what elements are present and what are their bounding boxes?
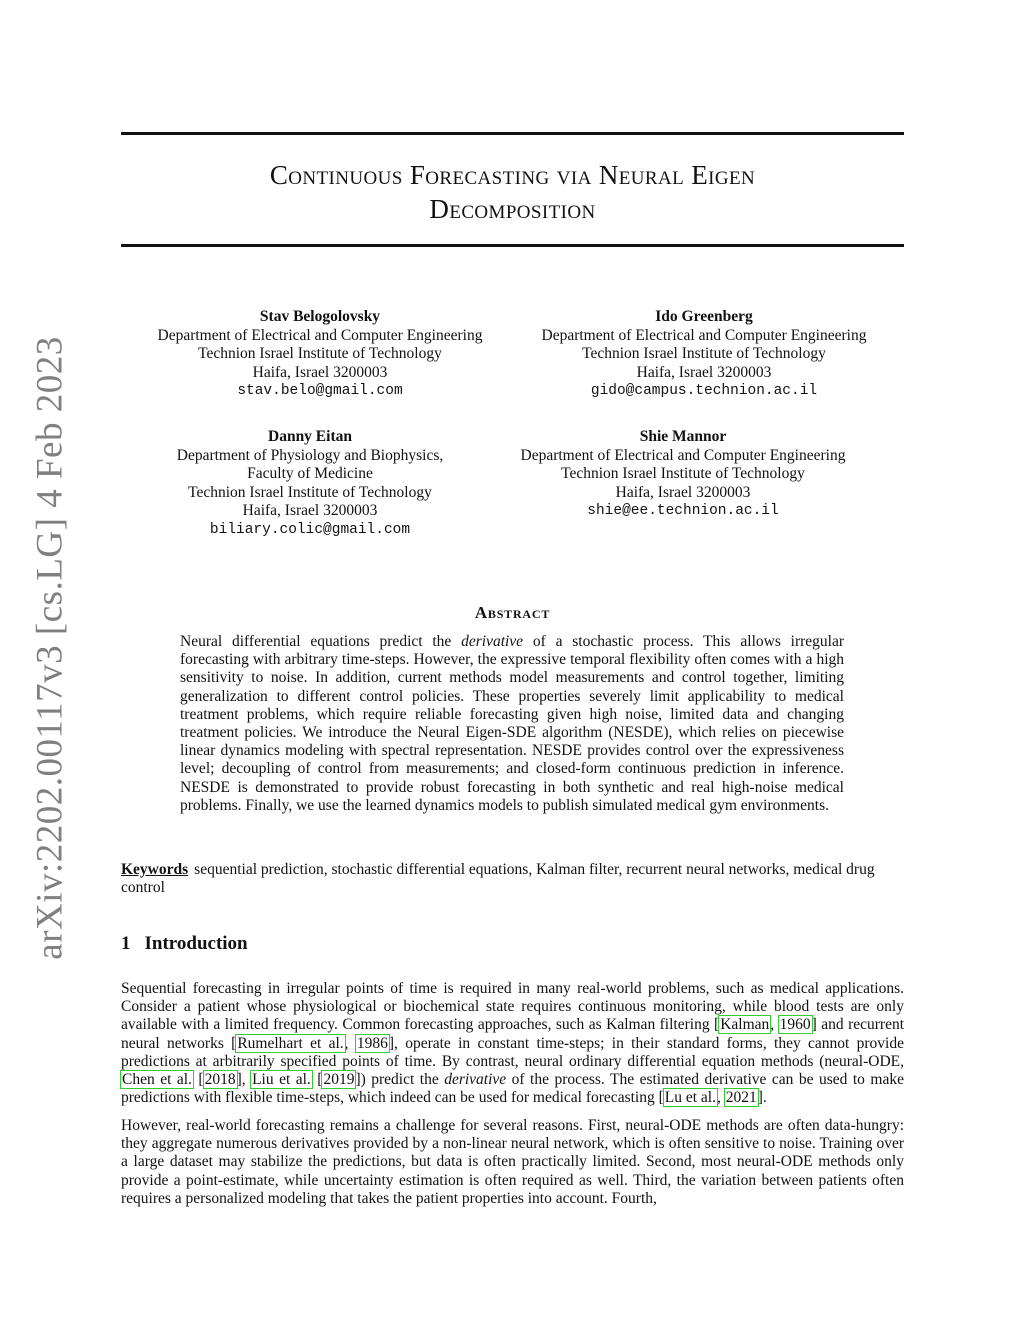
keywords: [121, 861, 904, 897]
author-name: Danny Eitan: [268, 428, 352, 445]
citation-link-chen-year[interactable]: 2018: [204, 1071, 236, 1089]
abstract-text-segment: of a stochastic process. This allows irregular forecasting with arbitrary time-steps. However, the expressive temporal flexibility often comes with a high sensitivity to noise. In addition, current methods model measurements and control together, limiting generalization to different control policies. These properties severely limit applicability to medical treatment problems, which require reliable forecasting given high noise, limited data and changing treatment policies. We introduce the Neural Eigen-SDE algorithm (NESDE), which relies on piecewise linear dynamics modeling with spectral representation. NESDE provides control over the expressiveness level; decoupling of control from measurements; and closed-form continuous prediction in inference. NESDE is demonstrated to provide robust forecasting in both synthetic and real high-noise medical problems. Finally, we use the learned dynamics models to publish simulated medical gym environments.: [180, 633, 845, 814]
citation-link-kalman[interactable]: Kalman: [720, 1016, 770, 1034]
author-affiliation-line: Department of Electrical and Computer Engineering: [157, 326, 483, 344]
author-affiliation-line: Haifa, Israel 3200003: [242, 502, 378, 520]
author-affiliation-line: Technion Israel Institute of Technology: [198, 345, 442, 363]
author-name: Shie Mannor: [639, 428, 727, 445]
author-affiliation-line: Haifa, Israel 3200003: [615, 483, 751, 501]
text-segment: ,: [716, 1089, 725, 1107]
text-segment: [: [192, 1071, 204, 1089]
citation-link-liu-year[interactable]: 2019: [323, 1071, 355, 1089]
section-number: 1: [121, 933, 131, 954]
text-segment: of the process. The estimated derivative can be used to make predictions with flexible time-steps, which indeed can be used for medical forecasting [: [121, 1071, 904, 1107]
author-affiliation-line: Department of Electrical and Computer Engineering: [541, 326, 867, 344]
author-name: Ido Greenberg: [655, 308, 753, 325]
author-affiliation-line: Technion Israel Institute of Technology: [582, 345, 826, 363]
abstract-text: [180, 633, 844, 815]
arxiv-identifier-stamp: arXiv:2202.00117v3 [cs.LG] 4 Feb 2023: [29, 336, 71, 960]
author-email[interactable]: biliary.colic@gmail.com: [209, 521, 411, 538]
text-segment: ],: [236, 1071, 252, 1089]
author-name: Stav Belogolovsky: [259, 308, 381, 325]
abstract-emphasis: derivative: [461, 633, 524, 650]
text-segment: ,: [770, 1016, 779, 1034]
author-affiliation-line: Department of Electrical and Computer Engineering: [520, 446, 846, 464]
text-segment: [: [311, 1071, 323, 1089]
citation-link-kalman-year[interactable]: 1960: [779, 1016, 811, 1034]
author-affiliation-line: Technion Israel Institute of Technology: [561, 465, 805, 483]
author-block-2: [504, 308, 904, 401]
author-email[interactable]: gido@campus.technion.ac.il: [590, 383, 818, 400]
author-affiliation-line: Haifa, Israel 3200003: [252, 363, 388, 381]
author-block-1: [120, 308, 520, 401]
citation-link-chen[interactable]: Chen et al.: [122, 1071, 192, 1089]
text-segment: ]) predict the: [355, 1071, 445, 1089]
text-segment: ], operate in constant time-steps; in their standard forms, they cannot provide predictions at arbitrarily specified points of time. By contrast, neural ordinary differential equation methods (neural-ODE,: [121, 1034, 904, 1070]
intro-paragraph-1: [121, 980, 904, 1107]
section-heading-introduction: [121, 933, 248, 955]
author-affiliation-line: Haifa, Israel 3200003: [636, 363, 772, 381]
abstract-text-segment: Neural differential equations predict the: [180, 633, 462, 650]
text-emphasis: derivative: [444, 1071, 507, 1089]
text-segment: ] and recurrent neural networks [: [121, 1016, 905, 1052]
author-affiliation-line: Department of Physiology and Biophysics,: [176, 446, 444, 464]
abstract-heading: Abstract: [474, 603, 551, 622]
title-rule-bottom: [121, 244, 904, 247]
citation-link-lu[interactable]: Lu et al.: [664, 1089, 716, 1107]
author-affiliation-line: Technion Israel Institute of Technology: [188, 483, 432, 501]
text-segment: ].: [757, 1089, 767, 1107]
author-affiliation-line: Faculty of Medicine: [247, 465, 373, 483]
title-rule-top: [121, 132, 904, 135]
citation-link-rumelhart-year[interactable]: 1986: [356, 1034, 388, 1052]
author-block-4: [483, 428, 883, 521]
keywords-label: Keywords: [121, 861, 189, 878]
title-line-2: Decomposition: [429, 194, 596, 224]
keywords-text: sequential prediction, stochastic differential equations, Kalman filter, recurrent neural networks, medical drug control: [121, 861, 875, 897]
text-segment: ,: [344, 1034, 356, 1052]
title-line-1: Continuous Forecasting via Neural Eigen: [269, 160, 756, 190]
paper-title: [121, 158, 904, 226]
section-title: Introduction: [144, 933, 248, 954]
intro-paragraph-2: However, real-world forecasting remains a challenge for several reasons. First, neural-ODE methods are often data-hungry: they aggregate numerous derivatives provided by a non-linear neural network, which is often sensitive to noise. Training over a large dataset may stabilize the predictions, but data is often practically limited. Second, most neural-ODE methods only provide a point-estimate, while uncertainty estimation is often required as well. Third, the variation between patients often requires a personalized modeling that takes the patient properties into account. Fourth,: [121, 1117, 904, 1207]
text-segment: Sequential forecasting in irregular points of time is required in many real-world problems, such as medical applications. Consider a patient whose physiological or biochemical state requires continuous monitoring, while blood tests are only available with a limited frequency. Common forecasting approaches, such as Kalman filtering [: [121, 980, 904, 1034]
citation-link-liu[interactable]: Liu et al.: [252, 1071, 311, 1089]
citation-link-lu-year[interactable]: 2021: [725, 1089, 757, 1107]
author-email[interactable]: stav.belo@gmail.com: [237, 383, 403, 400]
author-block-3: [110, 428, 510, 540]
author-email[interactable]: shie@ee.technion.ac.il: [587, 503, 779, 520]
citation-link-rumelhart[interactable]: Rumelhart et al.: [237, 1034, 344, 1052]
